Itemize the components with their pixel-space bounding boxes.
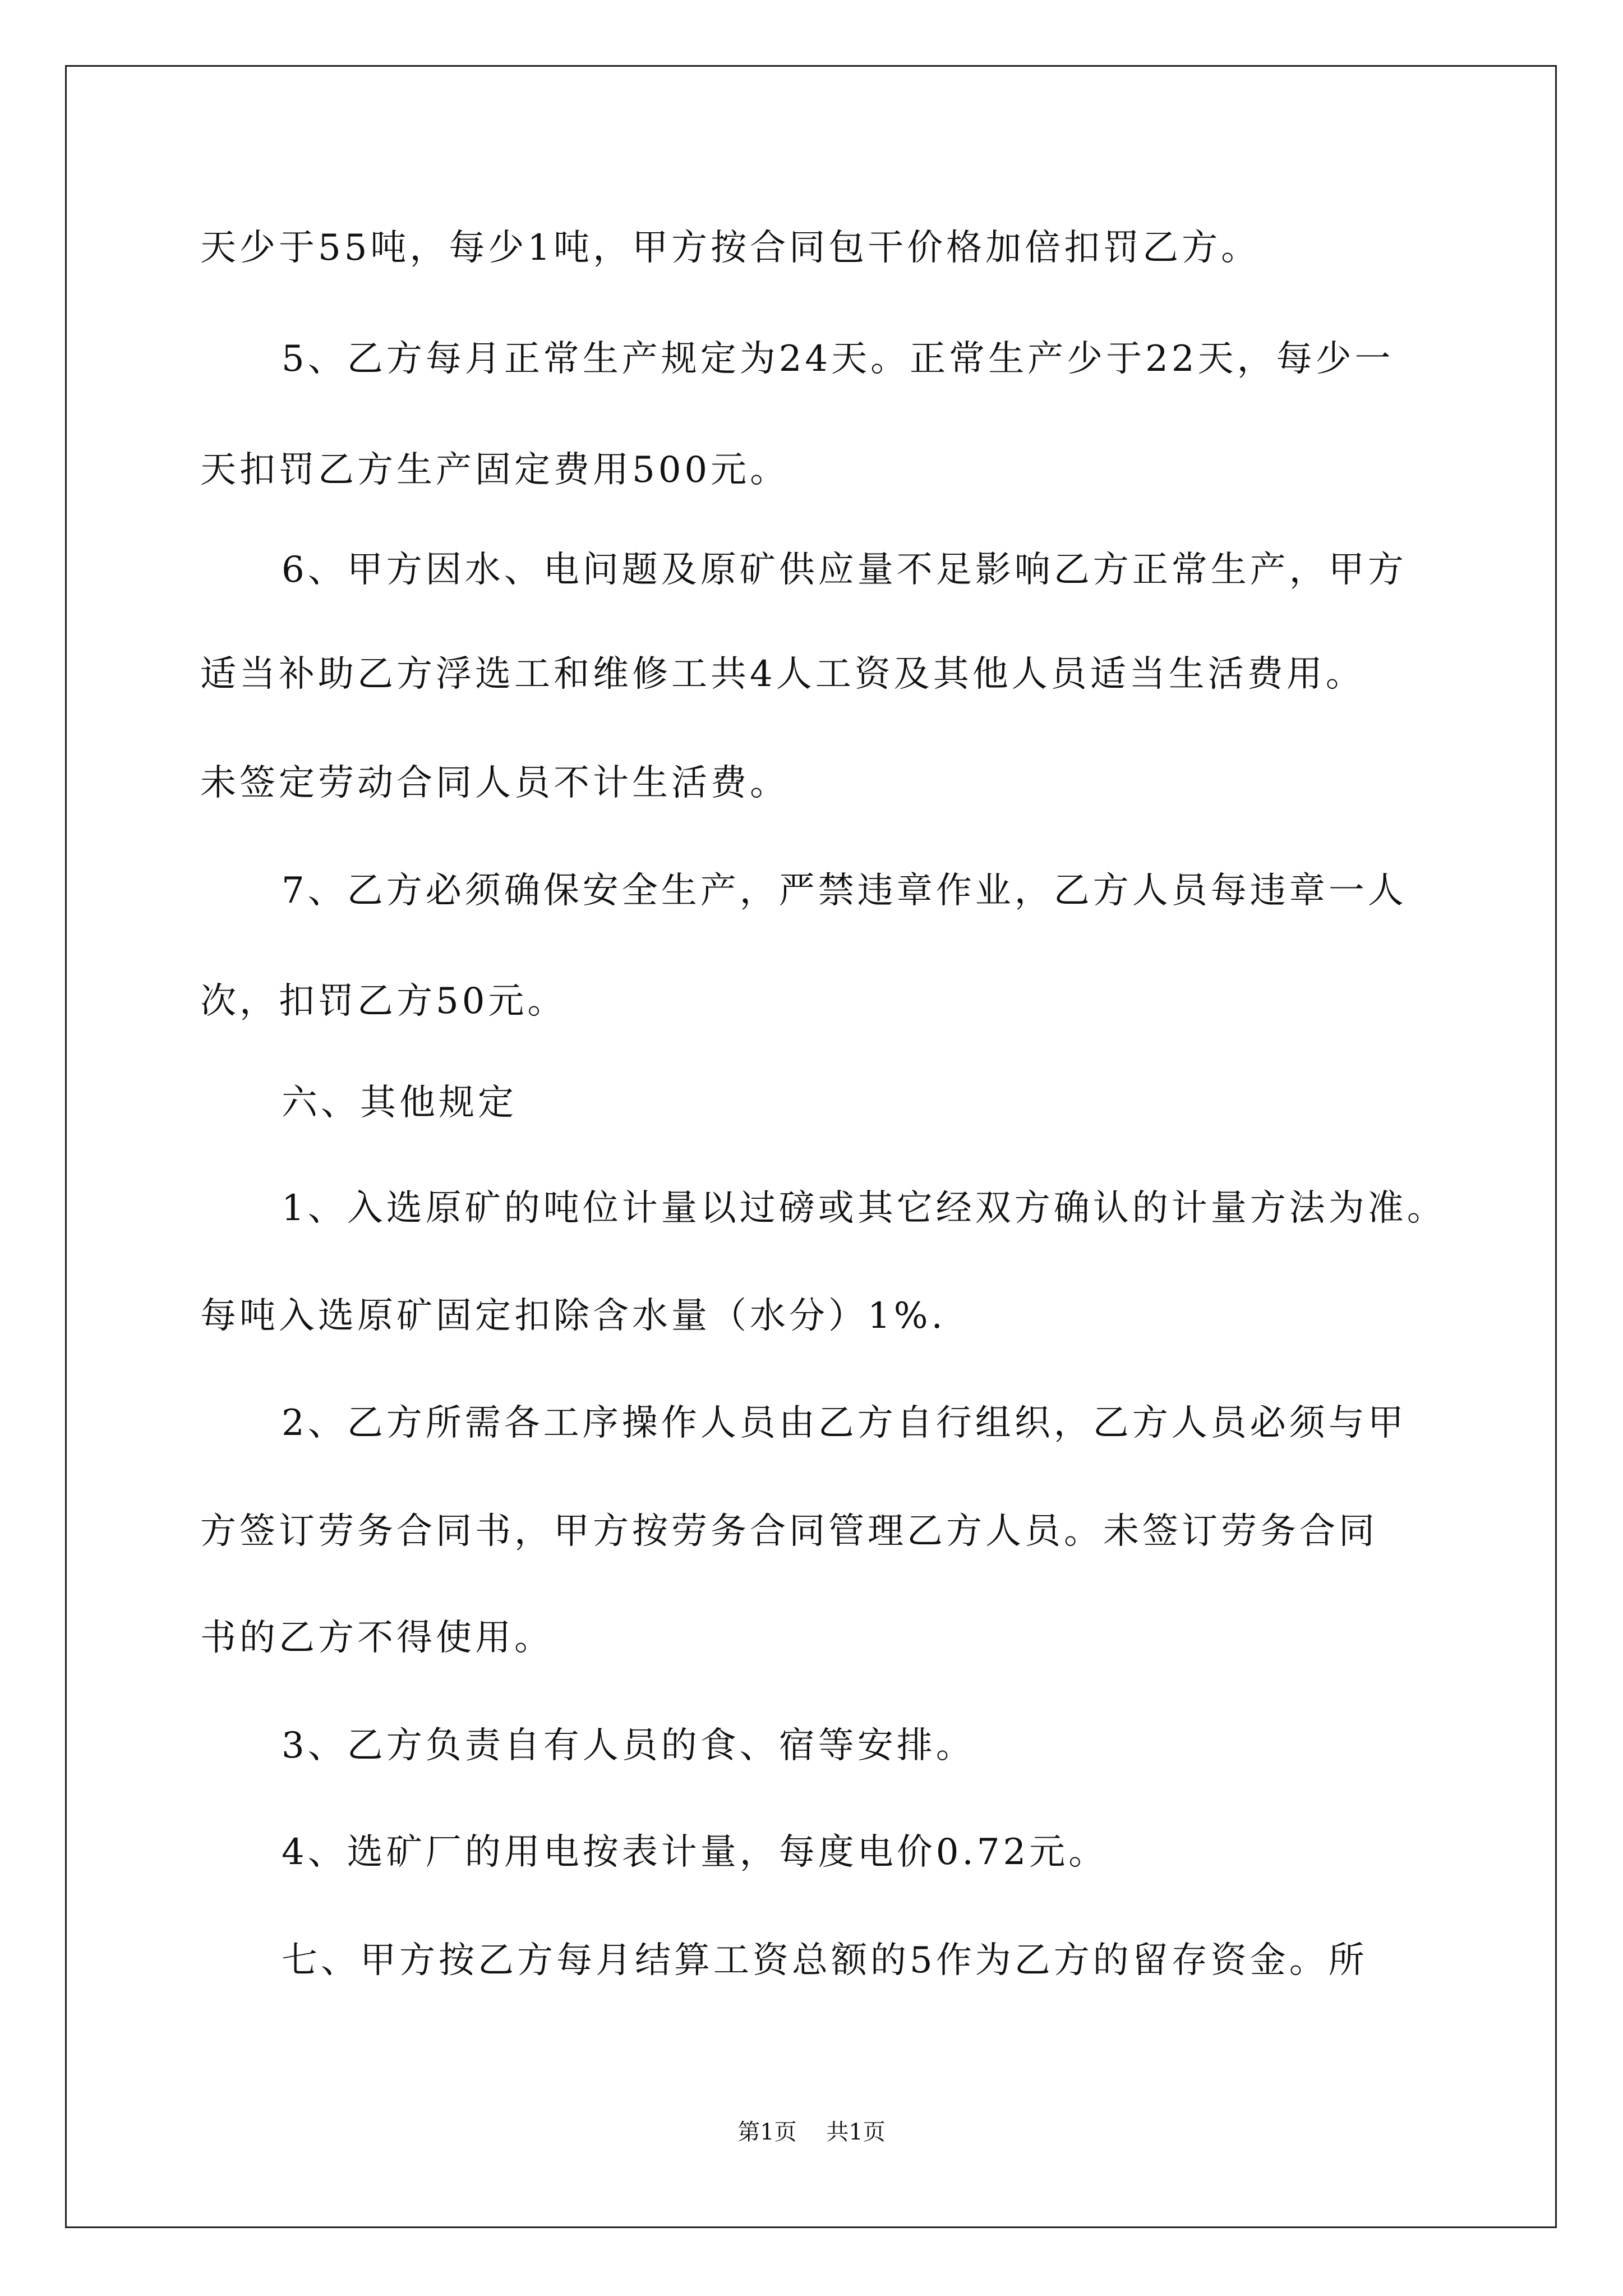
page-footer [0, 2118, 1623, 2146]
page-border [65, 65, 1557, 2228]
text-line: 天少于55吨，每少1吨，甲方按合同包干价格加倍扣罚乙方。 [200, 227, 1261, 269]
text-line: 每吨入选原矿固定扣除含水量（水分）1%. [200, 1295, 946, 1337]
text-line: 适当补助乙方浮选工和维修工共4人工资及其他人员适当生活费用。 [200, 654, 1365, 695]
text-line: 3、乙方负责自有人员的食、宿等安排。 [282, 1725, 975, 1766]
text-line: 2、乙方所需各工序操作人员由乙方自行组织，乙方人员必须与甲 [282, 1402, 1407, 1444]
text-line: 书的乙方不得使用。 [200, 1617, 554, 1659]
section-heading: 六、其他规定 [282, 1082, 517, 1124]
text-line: 5、乙方每月正常生产规定为24天。正常生产少于22天，每少一 [282, 338, 1394, 380]
text-line: 七、甲方按乙方每月结算工资总额的5作为乙方的留存资金。所 [282, 1940, 1368, 1981]
text-line: 1、入选原矿的吨位计量以过磅或其它经双方确认的计量方法为准。 [282, 1188, 1446, 1229]
text-line: 方签订劳务合同书，甲方按劳务合同管理乙方人员。未签订劳务合同 [200, 1511, 1378, 1552]
page-current: 第1页 [737, 2119, 797, 2145]
text-line: 4、选矿厂的用电按表计量，每度电价0.72元。 [282, 1832, 1108, 1873]
text-line: 7、乙方必须确保安全生产，严禁违章作业，乙方人员每违章一人 [282, 870, 1407, 912]
text-line: 6、甲方因水、电问题及原矿供应量不足影响乙方正常生产，甲方 [282, 549, 1407, 591]
text-line: 天扣罚乙方生产固定费用500元。 [200, 449, 790, 491]
text-line: 次，扣罚乙方50元。 [200, 981, 567, 1022]
page-total: 共1页 [826, 2119, 886, 2145]
text-line: 未签定劳动合同人员不计生活费。 [200, 762, 789, 804]
